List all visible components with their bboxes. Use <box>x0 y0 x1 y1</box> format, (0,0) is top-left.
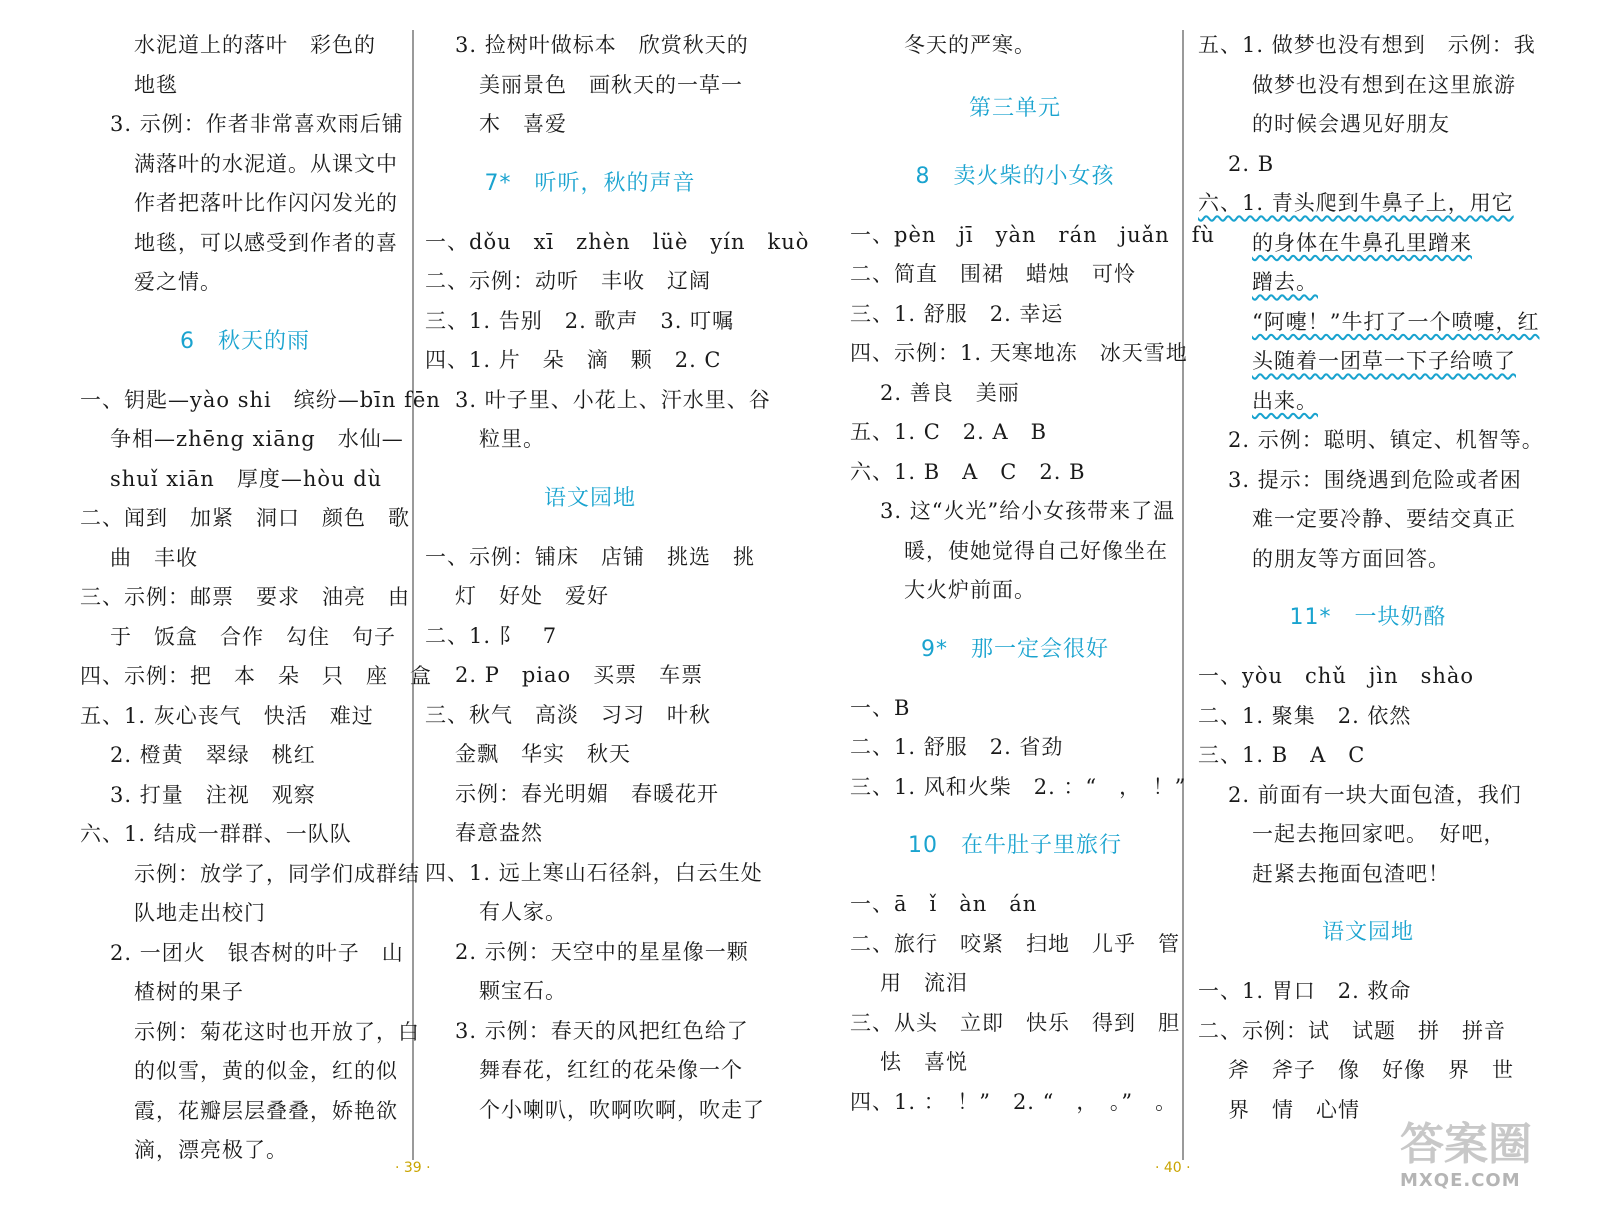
answer-line: 的朋友等方面回答。 <box>1252 546 1450 571</box>
lesson-heading: 8 卖火柴的小女孩 <box>915 163 1115 189</box>
answer-line: 队地走出校门 <box>134 901 266 925</box>
answer-line: 二、简直 围裙 蜡烛 可怜 <box>850 262 1136 286</box>
answer-line: shuǐ xiān 厚度—hòu dù <box>110 466 383 491</box>
answer-line: 2. 善良 美丽 <box>880 380 1020 405</box>
answer-line: 四、1. ： ！” 2. “ ， 。” 。 <box>850 1089 1178 1114</box>
answer-line: 水泥道上的落叶 彩色的 <box>134 33 376 57</box>
answer-line <box>1198 303 1538 343</box>
answer-line: 3. 叶子里、小花上、汗水里、谷 <box>455 387 771 412</box>
answer-line: 金飘 华实 秋天 <box>455 742 631 766</box>
answer-line: 怯 喜悦 <box>880 1050 968 1074</box>
answer-line: 二、示例：动听 丰收 辽阔 <box>425 269 711 293</box>
answer-line: 颗宝石。 <box>479 979 567 1003</box>
underlined-text: 六、1. 青头爬到牛鼻子上，用它 <box>1198 191 1514 215</box>
underlined-text: 出来。 <box>1252 388 1318 413</box>
answer-line <box>1198 382 1538 422</box>
watermark-url: MXQE.COM <box>1400 1170 1521 1191</box>
answer-line: 2. P piao 买票 车票 <box>455 663 704 687</box>
answer-line: 三、示例：邮票 要求 油亮 由 <box>80 585 410 609</box>
answer-line: 三、1. 舒服 2. 幸运 <box>850 301 1064 326</box>
answer-line: 五、1. 灰心丧气 快活 难过 <box>80 703 374 728</box>
answer-line: 曲 丰收 <box>110 545 198 570</box>
answer-line: 示例：春光明媚 春暖花开 <box>455 781 719 806</box>
answer-line: 地毯 <box>134 72 178 97</box>
answer-line: 二、1. 舒服 2. 省劲 <box>850 735 1064 759</box>
answer-line: 灯 好处 爱好 <box>455 584 609 608</box>
lesson-heading: 6 秋天的雨 <box>180 328 310 354</box>
answer-line: 用 流泪 <box>880 971 968 995</box>
answer-line: 3. 捡树叶做标本 欣赏秋天的 <box>455 33 749 57</box>
answer-line: 二、示例：试 试题 拼 拼音 <box>1198 1018 1506 1043</box>
answer-line: 2. 橙黄 翠绿 桃红 <box>110 743 316 767</box>
column-divider <box>412 30 414 1160</box>
answer-line: 争相—zhēng xiāng 水仙— <box>110 427 404 451</box>
answer-line: 四、示例：把 本 朵 只 座 盒 <box>80 664 432 688</box>
lesson-heading: 11* 一块奶酪 <box>1289 605 1447 630</box>
answer-line: 2. B <box>1228 151 1275 176</box>
answer-line: 界 情 心情 <box>1228 1097 1360 1122</box>
answer-line: 滴，漂亮极了。 <box>134 1138 288 1162</box>
page-number: · 40 · <box>1155 1160 1191 1176</box>
answer-line: 示例：菊花这时也开放了，白 <box>134 1019 420 1044</box>
answer-line: 三、1. 风和火柴 2. ：“ ， ！” <box>850 774 1187 799</box>
answer-line: 赶紧去拖面包渣吧！ <box>1252 861 1450 886</box>
answer-line: 一起去拖回家吧。 好吧， <box>1252 822 1506 846</box>
answer-line: 一、dǒu xī zhèn lüè yín kuò <box>425 229 810 254</box>
answer-line: 2. 示例：聪明、镇定、机智等。 <box>1228 428 1544 452</box>
watermark-text: 答案圈 <box>1400 1119 1532 1170</box>
answer-line: 的似雪，黄的似金，红的似 <box>134 1059 398 1083</box>
answer-line: 2. 示例：天空中的星星像一颗 <box>455 939 749 964</box>
page-40-right-column <box>1198 26 1544 1130</box>
answer-line: 于 饭盒 合作 勾住 句子 <box>110 624 396 649</box>
answer-line: 霞，花瓣层层叠叠，娇艳欲 <box>134 1098 398 1123</box>
answer-line: 四、示例：1. 天寒地冻 冰天雪地 <box>850 341 1188 365</box>
underlined-text: 头随着一团草一下子给喷了 <box>1252 349 1516 373</box>
answer-line: 一、钥匙—yào shi 缤纷—bīn fēn <box>80 387 441 412</box>
answer-line: 美丽景色 画秋天的一草一 <box>479 72 743 97</box>
answer-line: 做梦也没有想到在这里旅游 <box>1252 72 1516 97</box>
answer-line: 一、1. 胃口 2. 救命 <box>1198 979 1412 1003</box>
answer-line: 地毯，可以感受到作者的喜 <box>134 230 398 255</box>
answer-line: 个小喇叭，吹啊吹啊，吹走了 <box>479 1097 765 1122</box>
answer-line: 3. 提示：围绕遇到危险或者困 <box>1228 467 1522 492</box>
answer-line: 五、1. C 2. A B <box>850 420 1048 444</box>
answer-line: 六、1. B A C 2. B <box>850 459 1086 484</box>
answer-line: 三、1. B A C <box>1198 743 1366 767</box>
answer-line: 二、闻到 加紧 洞口 颜色 歌 <box>80 506 410 530</box>
underlined-text: 蹭去。 <box>1252 270 1318 294</box>
answer-line: 爱之情。 <box>134 270 222 294</box>
answer-line: 二、旅行 咬紧 扫地 儿乎 管 <box>850 931 1180 956</box>
underlined-text: “阿嚏！”牛打了一个喷嚏，红 <box>1252 309 1540 334</box>
answer-line: 春意盎然 <box>455 821 543 845</box>
answer-line: 一、ā ǐ àn án <box>850 892 1038 916</box>
column-divider <box>1182 30 1184 1160</box>
answer-line: 的时候会遇见好朋友 <box>1252 112 1450 136</box>
watermark-logo <box>1400 1120 1560 1200</box>
answer-line: 三、1. 告别 2. 歌声 3. 叮嘱 <box>425 308 735 333</box>
unit-heading: 第三单元 <box>968 95 1061 121</box>
answer-line: 3. 这“火光”给小女孩带来了温 <box>880 499 1176 523</box>
answer-line <box>1198 224 1538 264</box>
lesson-heading: 语文园地 <box>543 485 636 511</box>
answer-line <box>1198 184 1538 224</box>
answer-line: 四、1. 片 朵 滴 颗 2. C <box>425 348 722 372</box>
answer-line: 有人家。 <box>479 900 567 924</box>
answer-line: 大火炉前面。 <box>904 578 1036 602</box>
answer-line: 示例：放学了，同学们成群结 <box>134 861 420 886</box>
lesson-heading: 10 在牛肚子里旅行 <box>908 833 1122 858</box>
page-39-right-column <box>425 26 810 1130</box>
answer-line: 冬天的严寒。 <box>904 33 1036 57</box>
answer-line: 四、1. 远上寒山石径斜，白云生处 <box>425 860 763 885</box>
underlined-text: 的身体在牛鼻孔里蹭来 <box>1252 230 1472 255</box>
answer-line: 木 喜爱 <box>479 112 567 136</box>
answer-line: 五、1. 做梦也没有想到 示例：我 <box>1198 33 1536 57</box>
page-40-left-column <box>850 26 1215 1122</box>
answer-line: 一、yòu chǔ jìn shào <box>1198 664 1475 688</box>
lesson-heading: 语文园地 <box>1321 920 1414 945</box>
answer-line <box>1198 342 1538 382</box>
answer-line: 难一定要冷静、要结交真正 <box>1252 507 1516 531</box>
answer-line: 作者把落叶比作闪闪发光的 <box>134 191 398 215</box>
answer-line: 粒里。 <box>479 427 545 451</box>
answer-line: 一、pèn jī yàn rán juǎn fù <box>850 222 1215 247</box>
answer-line: 3. 示例：春天的风把红色给了 <box>455 1018 749 1043</box>
answer-line: 满落叶的水泥道。从课文中 <box>134 151 398 176</box>
answer-line: 3. 打量 注视 观察 <box>110 782 316 807</box>
answer-line: 3. 示例：作者非常喜欢雨后铺 <box>110 112 404 136</box>
lesson-heading: 9* 那一定会很好 <box>921 636 1109 662</box>
answer-line: 斧 斧子 像 好像 界 世 <box>1228 1058 1514 1082</box>
answer-line: 一、B <box>850 695 911 720</box>
lesson-heading: 7* 听听，秋的声音 <box>484 170 696 196</box>
answer-line: 2. 一团火 银杏树的叶子 山 <box>110 940 404 965</box>
answer-line: 2. 前面有一块大面包渣，我们 <box>1228 782 1522 807</box>
answer-line: 暖，使她觉得自己好像坐在 <box>904 538 1168 563</box>
answer-line: 楂树的果子 <box>134 980 244 1004</box>
answer-line: 六、1. 结成一群群、一队队 <box>80 822 352 846</box>
answer-line: 舞春花，红红的花朵像一个 <box>479 1058 743 1082</box>
answer-line: 二、1. 阝 7 <box>425 623 558 648</box>
answer-line: 三、从头 立即 快乐 得到 胆 <box>850 1010 1180 1035</box>
answer-line: 二、1. 聚集 2. 依然 <box>1198 703 1412 728</box>
answer-line: 三、秋气 高淡 习习 叶秋 <box>425 702 711 727</box>
page-number: · 39 · <box>395 1160 431 1176</box>
answer-line: 一、示例：铺床 店铺 挑选 挑 <box>425 544 755 569</box>
answer-line <box>1198 263 1538 303</box>
